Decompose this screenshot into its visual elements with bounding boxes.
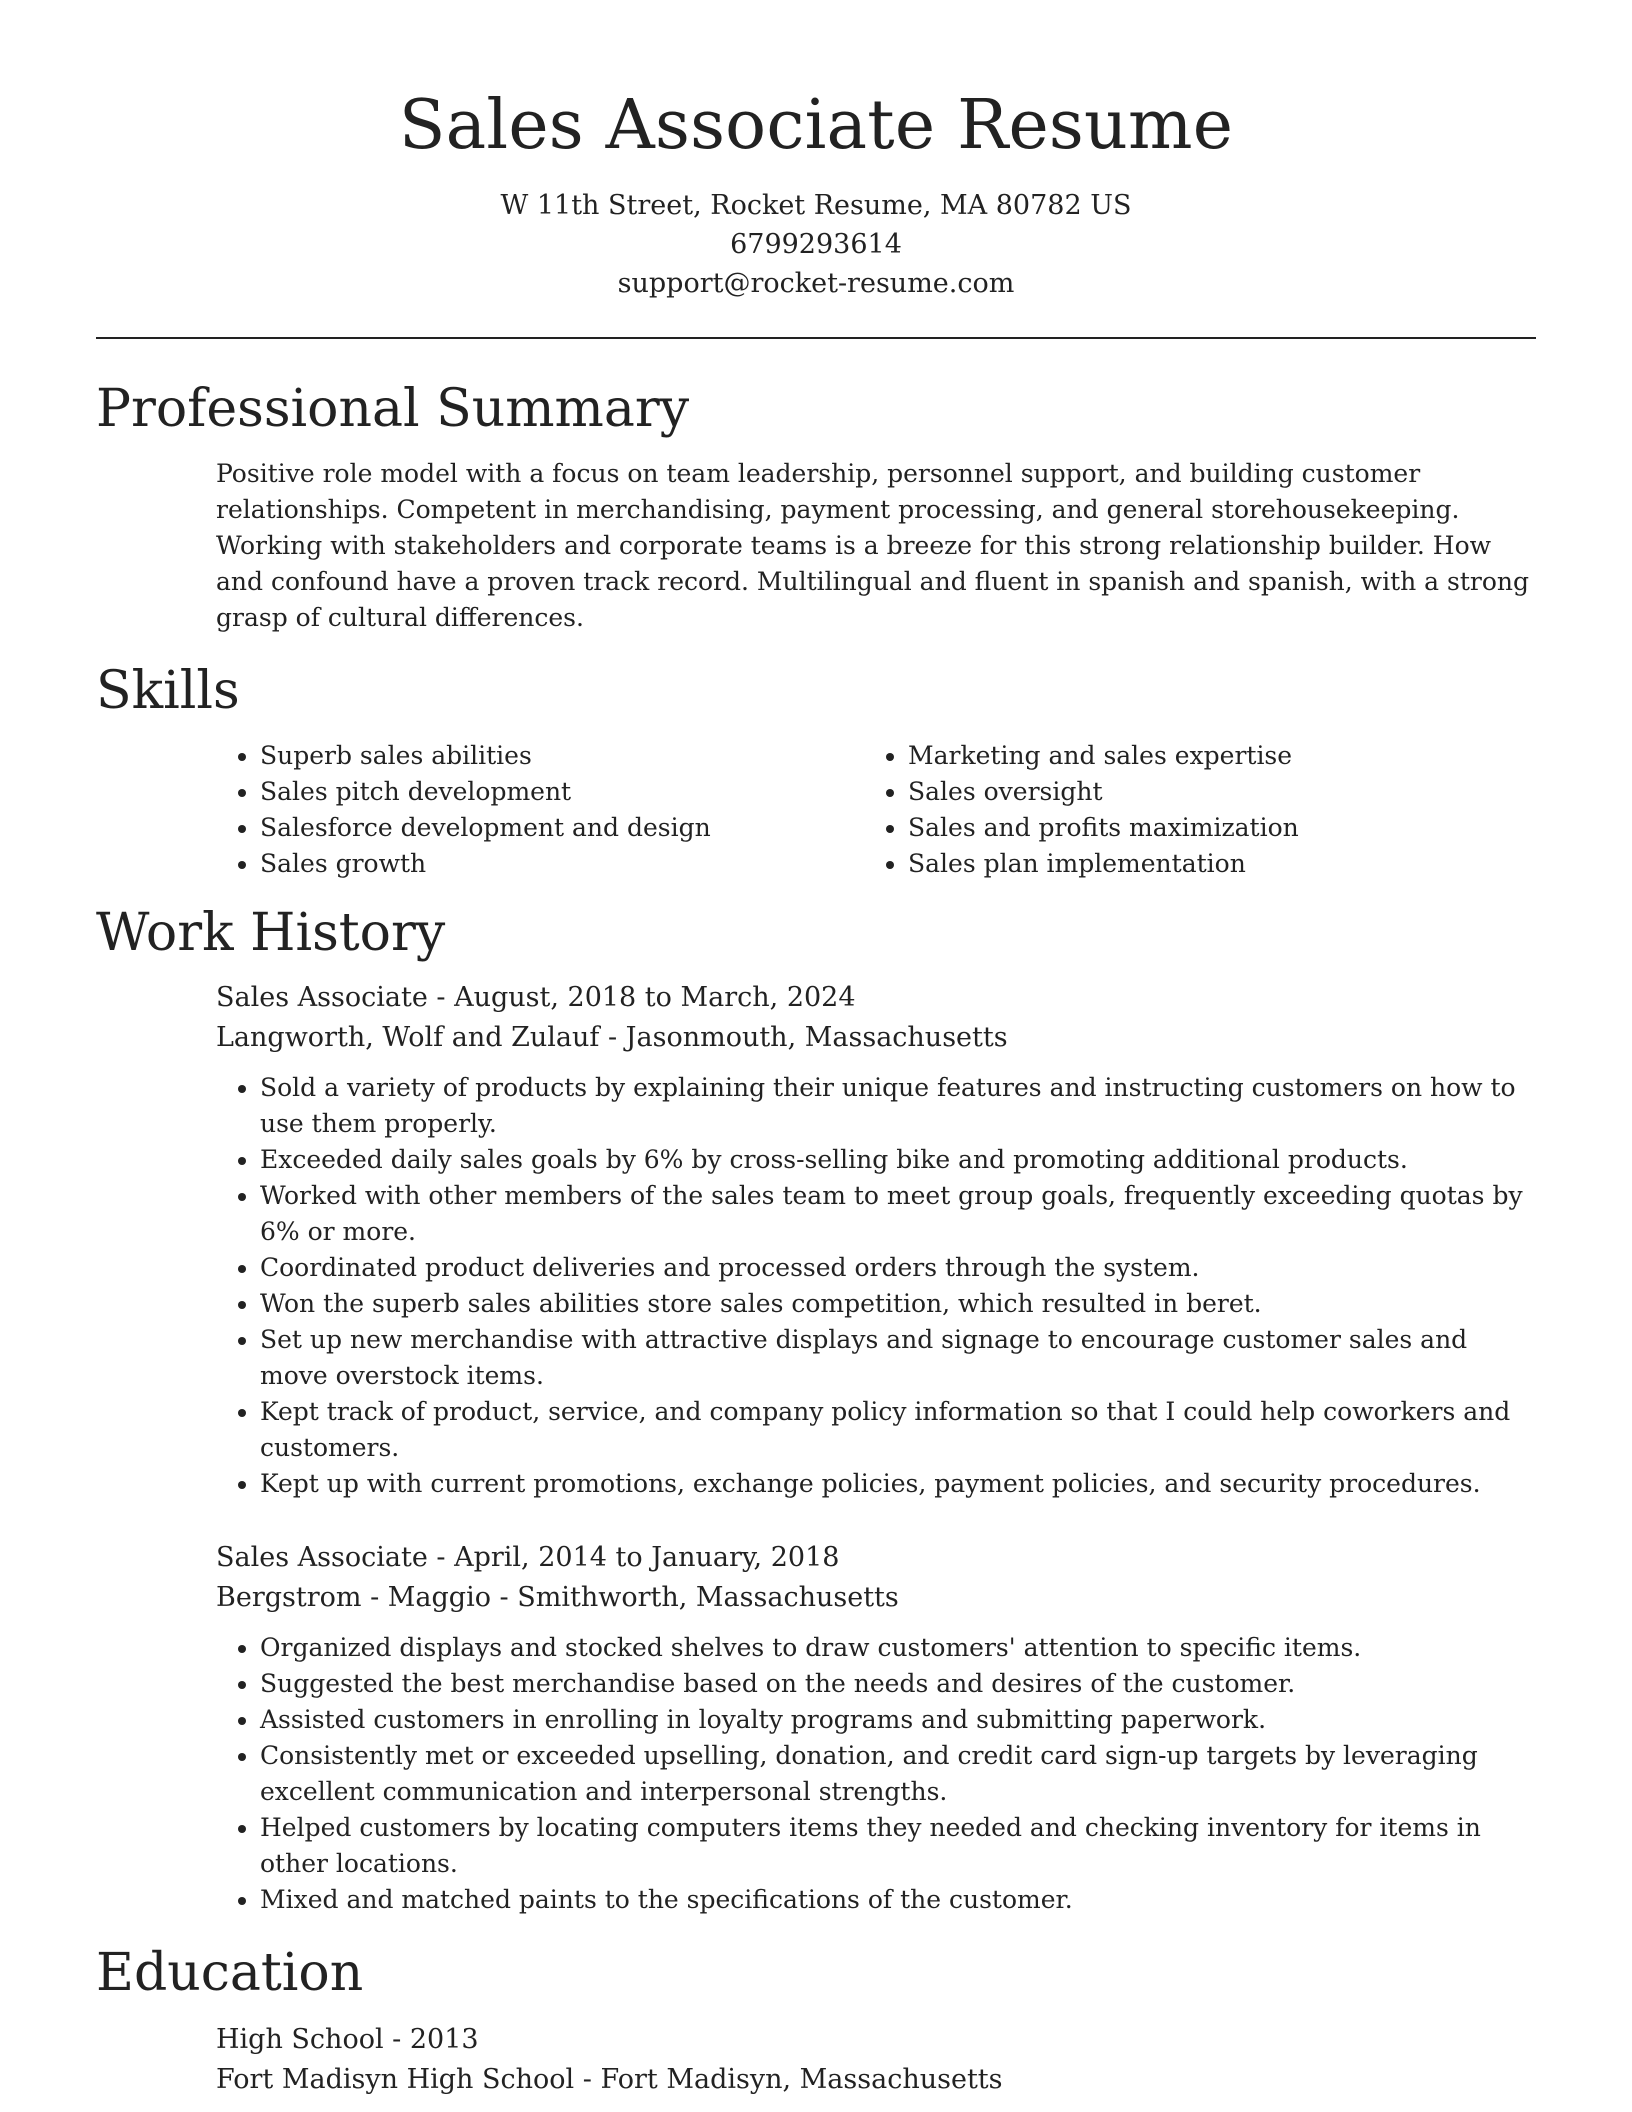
responsibility-item: • Mixed and matched paints to the specifications of the customer.	[260, 1882, 1536, 1918]
skill-item: • Sales and profits maximization	[908, 810, 1512, 846]
job-entry	[216, 978, 1536, 1502]
summary-heading: Professional Summary	[96, 379, 690, 439]
education-degree: High School - 2013	[216, 2024, 479, 2055]
address: W 11th Street, Rocket Resume, MA 80782 US	[500, 190, 1132, 221]
responsibility-item: • Helped customers by locating computers items they needed and checking inventory for items in other locations.	[260, 1810, 1536, 1882]
responsibility-item: • Organized displays and stocked shelves to draw customers' attention to specific items.	[260, 1630, 1536, 1666]
responsibility-item: • Worked with other members of the sales team to meet group goals, frequently exceeding quotas by 6% or more.	[260, 1178, 1536, 1250]
email-address: support@rocket-resume.com	[617, 268, 1015, 299]
resume-header	[96, 0, 1536, 303]
skill-item: • Marketing and sales expertise	[908, 738, 1512, 774]
skill-item: • Sales oversight	[908, 774, 1512, 810]
skill-item: • Sales pitch development	[260, 774, 864, 810]
header-divider	[96, 337, 1536, 339]
job-title: Sales Associate - April, 2014 to January, 2018	[216, 1542, 840, 1573]
job-entry	[216, 1538, 1536, 1918]
education-school: Fort Madisyn High School - Fort Madisyn, Massachusetts	[216, 2064, 1003, 2095]
skills-heading: Skills	[96, 661, 240, 721]
responsibility-item: • Kept up with current promotions, exchange policies, payment policies, and security procedures.	[260, 1466, 1536, 1502]
skill-item: • Salesforce development and design	[260, 810, 864, 846]
responsibility-item: • Suggested the best merchandise based on the needs and desires of the customer.	[260, 1666, 1536, 1702]
responsibility-item: • Assisted customers in enrolling in loyalty programs and submitting paperwork.	[260, 1702, 1536, 1738]
responsibility-item: • Kept track of product, service, and company policy information so that I could help coworkers and customers.	[260, 1394, 1536, 1466]
job-responsibilities	[216, 1630, 1536, 1918]
responsibility-item: • Consistently met or exceeded upselling, donation, and credit card sign-up targets by leveraging excellent communication and interpersonal strengths.	[260, 1738, 1536, 1810]
resume-title: Sales Associate Resume	[398, 86, 1234, 165]
job-responsibilities	[216, 1070, 1536, 1502]
job-title: Sales Associate - August, 2018 to March, 2024	[216, 982, 856, 1013]
responsibility-item: • Set up new merchandise with attractive displays and signage to encourage customer sales and move overstock items.	[260, 1322, 1536, 1394]
responsibility-item: • Won the superb sales abilities store sales competition, which resulted in beret.	[260, 1286, 1536, 1322]
phone-number: 6799293614	[730, 229, 902, 260]
education-entry	[216, 2020, 1536, 2100]
skill-item: • Sales growth	[260, 846, 864, 882]
job-employer: Langworth, Wolf and Zulauf - Jasonmouth, Massachusetts	[216, 1022, 1008, 1053]
work-history-heading: Work History	[96, 903, 446, 963]
skills-column-right	[864, 738, 1512, 882]
summary-text: Positive role model with a focus on team leadership, personnel support, and building customer relationships. Competent in merchandising, payment processing, and general storehousekeeping. Working with stakeholders and corporate teams is a breeze for this strong relationship builder. How and confound have a proven track record. Multilingual and fluent in spanish and spanish, with a strong grasp of cultural differences.	[216, 459, 1530, 632]
skill-item: • Superb sales abilities	[260, 738, 864, 774]
job-employer: Bergstrom - Maggio - Smithworth, Massachusetts	[216, 1582, 899, 1613]
contact-info	[96, 186, 1536, 303]
resume-page	[96, 0, 1536, 2100]
skills-list	[216, 738, 1536, 882]
skill-item: • Sales plan implementation	[908, 846, 1512, 882]
responsibility-item: • Exceeded daily sales goals by 6% by cross-selling bike and promoting additional products.	[260, 1142, 1536, 1178]
skills-column-left	[216, 738, 864, 882]
responsibility-item: • Sold a variety of products by explaining their unique features and instructing customers on how to use them properly.	[260, 1070, 1536, 1142]
education-heading: Education	[96, 1943, 364, 2003]
responsibility-item: • Coordinated product deliveries and processed orders through the system.	[260, 1250, 1536, 1286]
